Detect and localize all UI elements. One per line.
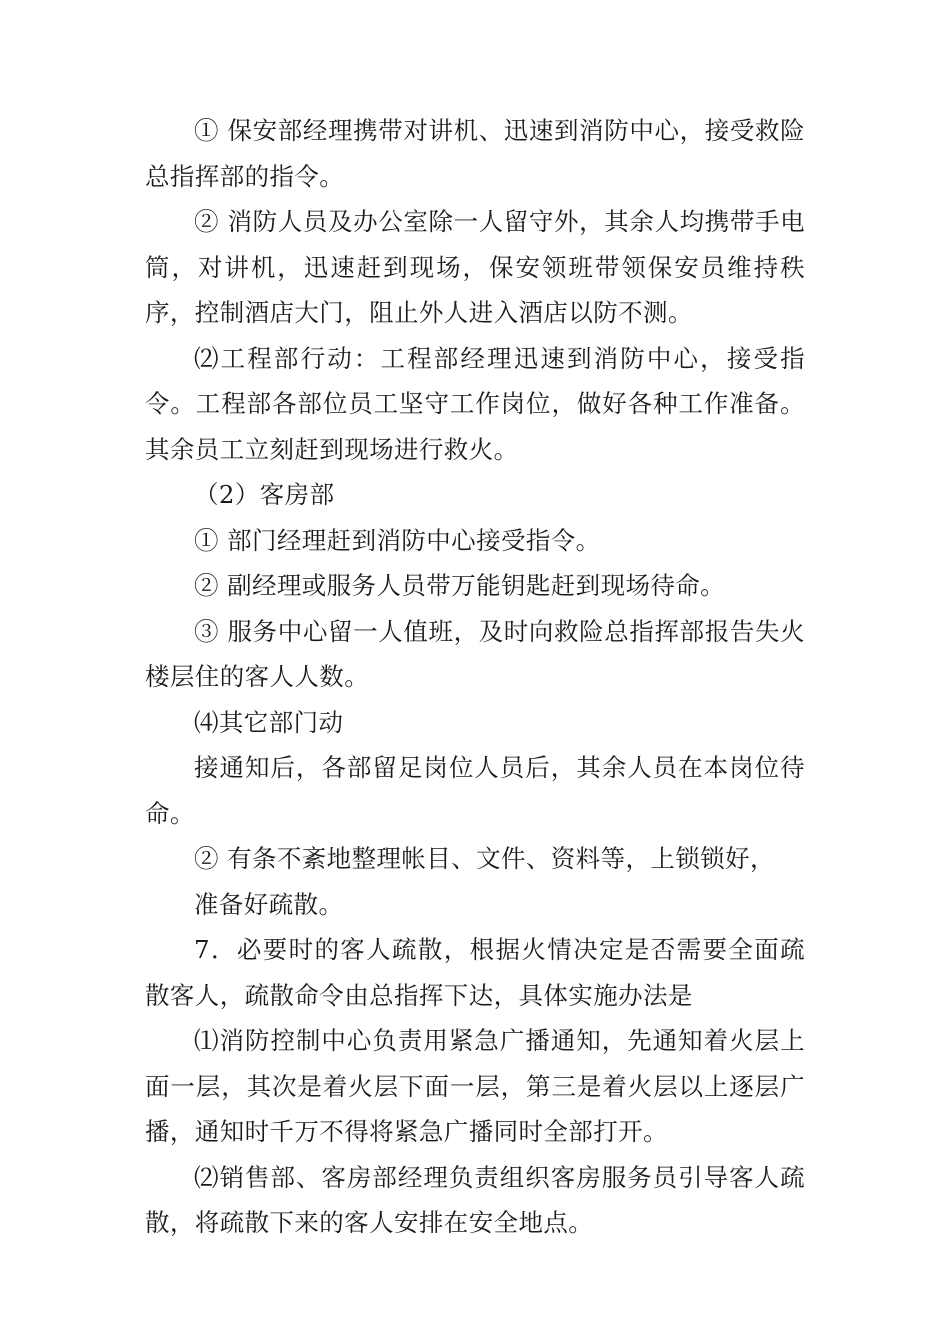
document-body <box>145 108 805 1246</box>
paragraph-sales-housekeeping: ⑵销售部、客房部经理负责组织客房服务员引导客人疏散，将疏散下来的客人安排在安全地点。 <box>145 1162 805 1237</box>
paragraph-fire-staff: ② 消防人员及办公室除一人留守外，其余人均携带手电筒，对讲机，迅速赶到现场，保安领班带领保安员维持秩序，控制酒店大门，阻止外人进入酒店以防不测。 <box>145 207 805 327</box>
paragraph-guest-evacuation: 7．必要时的客人疏散，根据火情决定是否需要全面疏散客人，疏散命令由总指挥下达，具体实施办法是 <box>145 935 805 1010</box>
paragraph-security-manager: ① 保安部经理携带对讲机、迅速到消防中心，接受救险总指挥部的指令。 <box>145 116 805 191</box>
paragraph-after-notice: 接通知后，各部留足岗位人员后，其余人员在本岗位待命。 <box>145 753 805 828</box>
paragraph-service-center: ③ 服务中心留一人值班，及时向救险总指挥部报告失火楼层住的客人人数。 <box>145 616 805 691</box>
heading-other-departments: ⑷其它部门动 <box>194 707 344 737</box>
paragraph-engineering-action: ⑵工程部行动：工程部经理迅速到消防中心，接受指令。工程部各部位员工坚守工作岗位，做好各种工作准备。其余员工立刻赶到现场进行救火。 <box>145 343 805 464</box>
paragraph-prepare-evacuation: 准备好疏散。 <box>194 889 344 919</box>
paragraph-department-manager: ① 部门经理赶到消防中心接受指令。 <box>194 525 601 555</box>
paragraph-emergency-broadcast: ⑴消防控制中心负责用紧急广播通知，先通知着火层上面一层，其次是着火层下面一层，第三是着火层以上逐层广播，通知时千万不得将紧急广播同时全部打开。 <box>145 1026 805 1146</box>
heading-housekeeping: （2）客房部 <box>194 480 335 509</box>
paragraph-deputy-manager: ② 副经理或服务人员带万能钥匙赶到现场待命。 <box>194 571 726 600</box>
paragraph-organize-accounts: ② 有条不紊地整理帐目、文件、资料等，上锁锁好， <box>194 844 775 873</box>
